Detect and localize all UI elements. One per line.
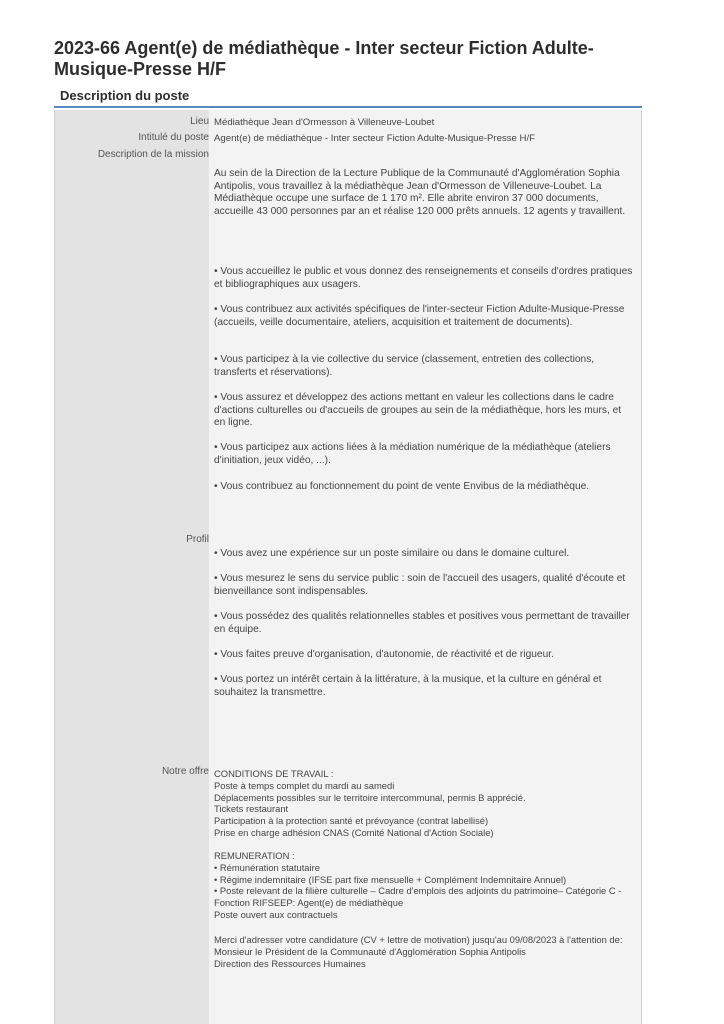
- mission-bullet-6: • Vous contribuez au fonctionnement du point de vente Envibus de la médiathèque.: [214, 481, 590, 492]
- remuneration-item: • Régime indemnitaire (IFSE part fixe mensuelle + Complément Indemnitaire Annuel): [214, 873, 567, 885]
- condition-item: Poste à temps complet du mardi au samedi: [214, 779, 395, 791]
- value-lieu: Médiathèque Jean d'Ormesson à Villeneuve-Loubet: [214, 117, 435, 128]
- offre-conditions: [214, 768, 634, 839]
- header-divider: [54, 106, 642, 108]
- label-offre: Notre offre: [161, 766, 209, 777]
- profil-bullet-3: • Vous possédez des qualités relationnelles stables et positives vous permettant de travailler en équipe.: [214, 611, 630, 635]
- mission-intro: Au sein de la Direction de la Lecture Publique de la Communauté d'Agglomération Sophia Antipolis, vous travaillez à la médiathèque Jean d'Ormesson de Villeneuve-Loubet. La Médiathèque occupe une surface de 1 170 m². Elle abrite environ 37 000 documents, accueille 43 000 personnes par an et réalise 120 000 prêts annuels. 12 agents y travaillent.: [214, 168, 626, 217]
- condition-item: Prise en charge adhésion CNAS (Comité National d'Action Sociale): [214, 826, 494, 838]
- mission-bullet-4: • Vous assurez et développez des actions mettant en valeur les collections dans le cadre d'actions culturelles ou d'accueils de groupes au sein de la médiathèque, hors les murs, et en ligne.: [214, 392, 622, 429]
- offre-candidature: [214, 934, 634, 969]
- remuneration-item: Poste ouvert aux contractuels: [214, 908, 338, 920]
- mission-bullet-2: • Vous contribuez aux activités spécifiques de l'inter-secteur Fiction Adulte-Musique-Presse (accueils, veille documentaire, ateliers, acquisition et traitement de documents).: [214, 304, 625, 328]
- profil-bullet-4: • Vous faites preuve d'organisation, d'autonomie, de réactivité et de rigueur.: [214, 649, 554, 660]
- remuneration-item: • Rémunération statutaire: [214, 861, 320, 873]
- candidature-line: Monsieur le Président de la Communauté d'Agglomération Sophia Antipolis: [214, 945, 526, 957]
- section-header: Description du poste: [60, 88, 190, 103]
- profil-bullet-2: • Vous mesurez le sens du service public : soin de l'accueil des usagers, qualité d'écoute et bienveillance sont indispensables.: [214, 573, 626, 597]
- label-column: [55, 110, 209, 1024]
- label-profil: Profil: [186, 534, 209, 545]
- label-intitule: Intitulé du poste: [138, 132, 209, 143]
- mission-bullet-5: • Vous participez aux actions liées à la médiation numérique de la médiathèque (ateliers d'initiation, jeux vidéo, ...).: [214, 442, 611, 466]
- candidature-line: Direction des Ressources Humaines: [214, 957, 366, 969]
- remuneration-item: • Poste relevant de la filière culturelle – Cadre d'emplois des adjoints du patrimoine– Catégorie C - Fonction RIFSEEP: Agent(e) de médiathèque: [214, 885, 622, 909]
- candidature-line: Merci d'adresser votre candidature (CV + lettre de motivation) jusqu'au 09/08/2023 à l'attention de:: [214, 934, 623, 945]
- label-lieu: Lieu: [190, 116, 209, 127]
- condition-item: Déplacements possibles sur le territoire intercommunal, permis B apprécié.: [214, 791, 526, 803]
- page-title: 2023-66 Agent(e) de médiathèque - Inter secteur Fiction Adulte-Musique-Presse H/F: [54, 38, 594, 79]
- remuneration-title: REMUNERATION :: [214, 850, 295, 861]
- value-intitule: Agent(e) de médiathèque - Inter secteur Fiction Adulte-Musique-Presse H/F: [214, 133, 536, 144]
- profil-bullet-5: • Vous portez un intérêt certain à la littérature, à la musique, et la culture en général et souhaitez la transmettre.: [214, 674, 602, 698]
- profil-bullet-1: • Vous avez une expérience sur un poste similaire ou dans le domaine culturel.: [214, 548, 570, 559]
- condition-item: Tickets restaurant: [214, 803, 289, 815]
- job-description-table: [54, 110, 642, 1024]
- mission-bullet-3: • Vous participez à la vie collective du service (classement, entretien des collections, transferts et réservations).: [214, 354, 595, 378]
- offre-remuneration: [214, 850, 634, 921]
- conditions-title: CONDITIONS DE TRAVAIL :: [214, 768, 334, 779]
- mission-bullet-1: • Vous accueillez le public et vous donnez des renseignements et conseils d'ordres pratiques et bibliographiques aux usagers.: [214, 266, 633, 290]
- label-mission: Description de la mission: [97, 149, 209, 160]
- condition-item: Participation à la protection santé et prévoyance (contrat labellisé): [214, 815, 489, 827]
